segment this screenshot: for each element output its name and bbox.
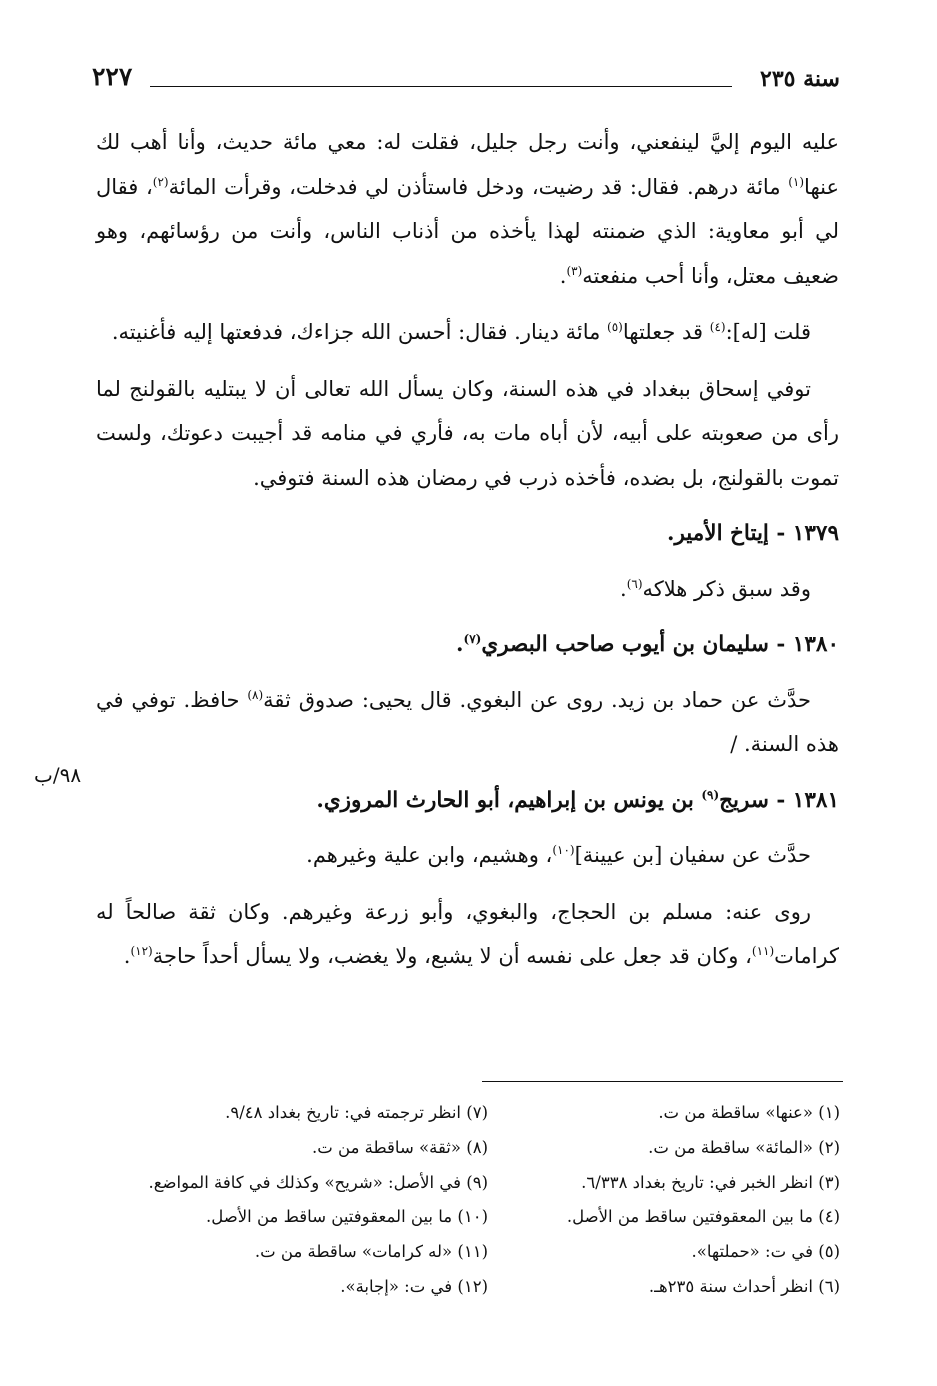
- footnotes-right-column: [510, 1096, 840, 1305]
- entry-1379-heading: ١٣٧٩ - إيتاخ الأمير.: [666, 521, 839, 546]
- entry-1380-heading: ١٣٨٠ - سليمان بن أيوب صاحب البصري$^{(٧)}$.: [456, 631, 839, 657]
- paragraph-7: روى عنه: مسلم بن الحجاج، والبغوي، وأبو زرعة وغيرهم. وكان ثقة صالحاً له كرامات$^{(١١)}$، وكان قد جعل على نفسه أن لا يشبع، ولا يغضب، ولا يسأل أحداً حاجة$^{(١٢)}$.: [96, 899, 839, 968]
- footnote-ref: (٩): [701, 787, 720, 802]
- footnote-ref: (١): [788, 174, 805, 189]
- footnote-ref: (٣): [566, 263, 583, 278]
- paragraph-6: حدَّث عن سفيان [بن عيينة]$^{(١٠)}$، وهشيم، وابن علية وغيرهم.: [306, 843, 811, 867]
- footnote-4: (٤) ما بين المعقوفتين ساقط من الأصل.: [566, 1207, 840, 1227]
- footnote-ref: (٥): [607, 320, 623, 334]
- paragraph-1: عليه اليوم إليَّ لينفعني، وأنت رجل جليل، فقلت له: معي مائة حديث، وأنا أهب لك عنها$^{(١)}$ مائة درهم. فقال: قد رضيت، ودخل فاستأذن لي فدخلت، وقرأت المائة$^{(٢)}$، فقال لي أبو معاوية: الذي ضمنته لهذا يأخذه من أذناب الناس، وأنت من رؤسائهم، وهو ضعيف معتل، وأنا أحب منفعته$^{(٣)}$.: [96, 130, 839, 288]
- paragraph-3: توفي إسحاق ببغداد في هذه السنة، وكان يسأل الله تعالى أن لا يبتليه بالقولنج لما رأى من صعوبته على أبيه، لأن أباه مات به، فأري في منامه قد أجيبت دعوتك، ولست تموت بالقولنج، بل بضده، فأخذه ذرب في رمضان هذه السنة فتوفي.: [96, 376, 839, 490]
- entry-1381-heading: ١٣٨١ - سريج$^{(٩)}$ بن يونس بن إبراهيم، أبو الحارث المروزي.: [316, 787, 839, 813]
- footnote-8: (٨) «ثقة» ساقطة من ت.: [311, 1137, 488, 1157]
- footnote-ref: (٤): [709, 320, 726, 334]
- footnote-9: (٩) في الأصل: «شريح» وكذلك في كافة المواضع.: [148, 1172, 488, 1192]
- footnote-10: (١٠) ما بين المعقوفتين ساقط من الأصل.: [205, 1207, 488, 1227]
- footnote-ref: (١٢): [130, 944, 153, 958]
- footnotes-left-column: [104, 1096, 488, 1305]
- main-text: [96, 120, 839, 991]
- footnote-7: (٧) انظر ترجمته في: تاريخ بغداد ٩/٤٨.: [225, 1103, 488, 1122]
- footnote-rule: [482, 1081, 843, 1082]
- header-rule: [150, 86, 732, 87]
- footnote-12: (١٢) في ت: «إجابة».: [340, 1276, 488, 1296]
- footnote-ref: (١١): [751, 944, 775, 958]
- footnote-ref: (٧): [463, 631, 482, 646]
- footnote-5: (٥) في ت: «حملتها».: [691, 1242, 840, 1262]
- paragraph-5: حدَّث عن حماد بن زيد. روى عن البغوي. قال يحيى: صدوق ثقة$^{(٨)}$ حافظ. توفي في هذه السنة. /: [96, 687, 839, 756]
- footnote-ref: (٨): [247, 687, 264, 702]
- running-title: سنة ٢٣٥: [760, 66, 840, 92]
- footnote-ref: (١٠): [552, 843, 575, 857]
- footnote-3: (٣) انظر الخبر في: تاريخ بغداد ٦/٣٣٨.: [581, 1172, 840, 1192]
- footnote-11: (١١) «له كرامات» ساقطة من ت.: [254, 1242, 488, 1262]
- footnote-1: (١) «عنها» ساقطة من ت.: [658, 1103, 840, 1122]
- footnote-2: (٢) «المائة» ساقطة من ت.: [648, 1137, 840, 1157]
- paragraph-4: وقد سبق ذكر هلاكه$^{(٦)}$.: [620, 576, 811, 601]
- page-number: ٢٢٧: [92, 62, 133, 91]
- footnote-6: (٦) انظر أحداث سنة ٢٣٥هـ.: [648, 1276, 840, 1296]
- paragraph-2: قلت [له]:$^{(٤)}$ قد جعلتها$^{(٥)}$ مائة دينار. فقال: أحسن الله جزاءك، فدفعتها إليه فأغنيته.: [111, 320, 811, 344]
- footnote-ref: (٦): [626, 576, 643, 591]
- footnote-ref: (٢): [152, 174, 169, 189]
- manuscript-folio-note: ٩٨/ب: [34, 763, 82, 787]
